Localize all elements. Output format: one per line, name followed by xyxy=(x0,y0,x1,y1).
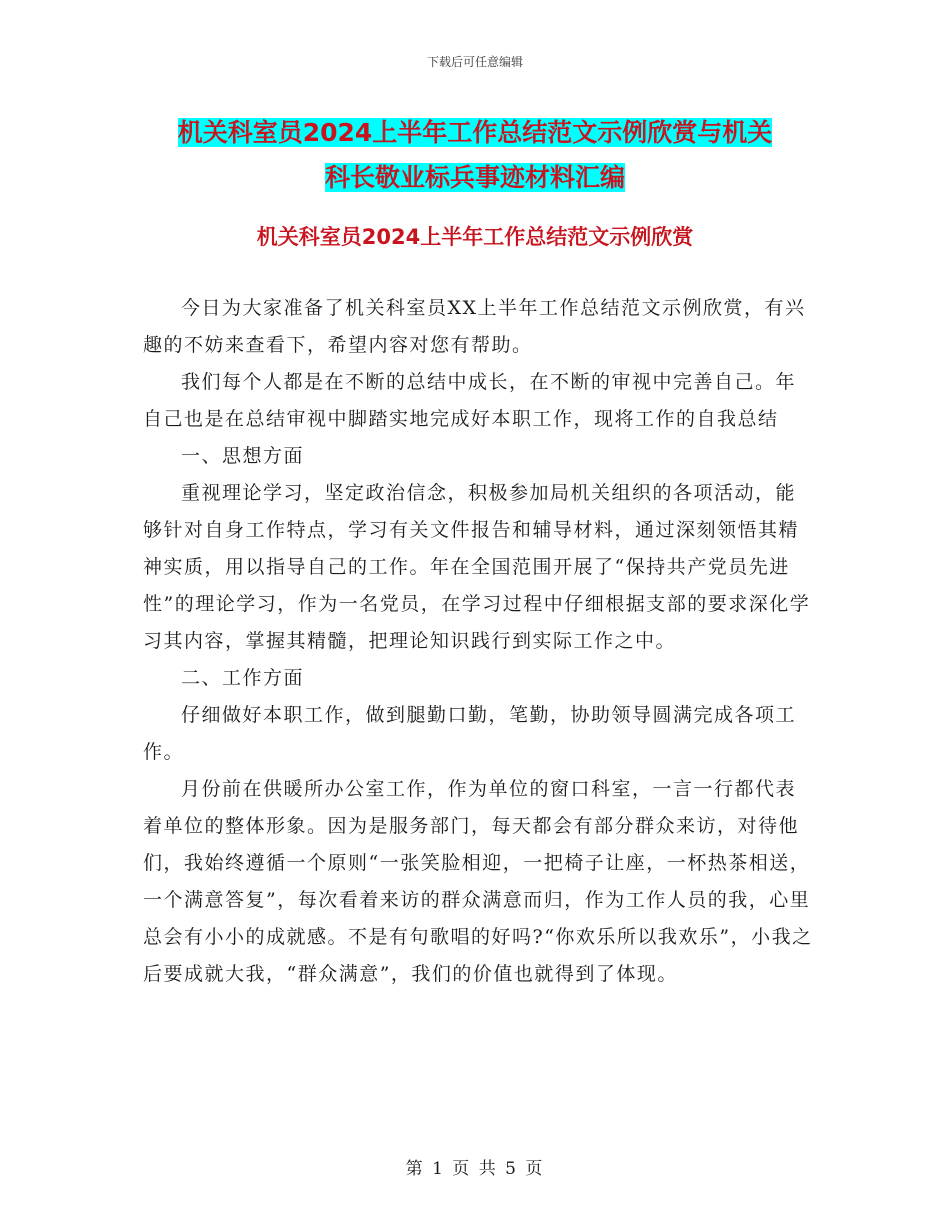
document-title-line-1: 机关科室员2024上半年工作总结范文示例欣赏与机关 xyxy=(177,118,773,147)
document-body xyxy=(143,290,813,993)
paragraph-intro: 今日为大家准备了机关科室员XX上半年工作总结范文示例欣赏，有兴趣的不妨来查看下，希望内容对您有帮助。 xyxy=(143,297,806,356)
document-title-line-2: 科长敬业标兵事迹材料汇编 xyxy=(324,163,625,192)
paragraph-thought: 重视理论学习，坚定政治信念，积极参加局机关组织的各项活动，能够针对自身工作特点，学习有关文件报告和辅导材料，通过深刻领悟其精神实质，用以指导自己的工作。年在全国范围开展了“保持共产党员先进性”的理论学习，作为一名党员，在学习过程中仔细根据支部的要求深化学习其内容，掌握其精髓，把理论知识践行到实际工作之中。 xyxy=(143,482,811,652)
paragraph-summary: 我们每个人都是在不断的总结中成长，在不断的审视中完善自己。年自己也是在总结审视中脚踏实地完成好本职工作，现将工作的自我总结 xyxy=(143,371,797,430)
section-title: 机关科室员2024上半年工作总结范文示例欣赏 xyxy=(256,225,694,249)
page-footer: 第 1 页 共 5 页 xyxy=(405,1159,545,1179)
paragraph-work-2: 月份前在供暖所办公室工作，作为单位的窗口科室，一言一行都代表着单位的整体形象。因为是服务部门，每天都会有部分群众来访，对待他们，我始终遵循一个原则“一张笑脸相迎，一把椅子让座，一杯热茶相送，一个满意答复”，每次看着来访的群众满意而归，作为工作人员的我，心里总会有小小的成就感。不是有句歌唱的好吗?“你欢乐所以我欢乐”，小我之后要成就大我，“群众满意”，我们的价值也就得到了体现。 xyxy=(143,778,813,985)
paragraph-work-1: 仔细做好本职工作，做到腿勤口勤，笔勤，协助领导圆满完成各项工作。 xyxy=(143,704,797,763)
heading-work: 二、工作方面 xyxy=(181,667,305,689)
heading-thought: 一、思想方面 xyxy=(181,445,305,467)
header-note: 下载后可任意编辑 xyxy=(426,55,523,69)
document-title xyxy=(140,110,810,200)
